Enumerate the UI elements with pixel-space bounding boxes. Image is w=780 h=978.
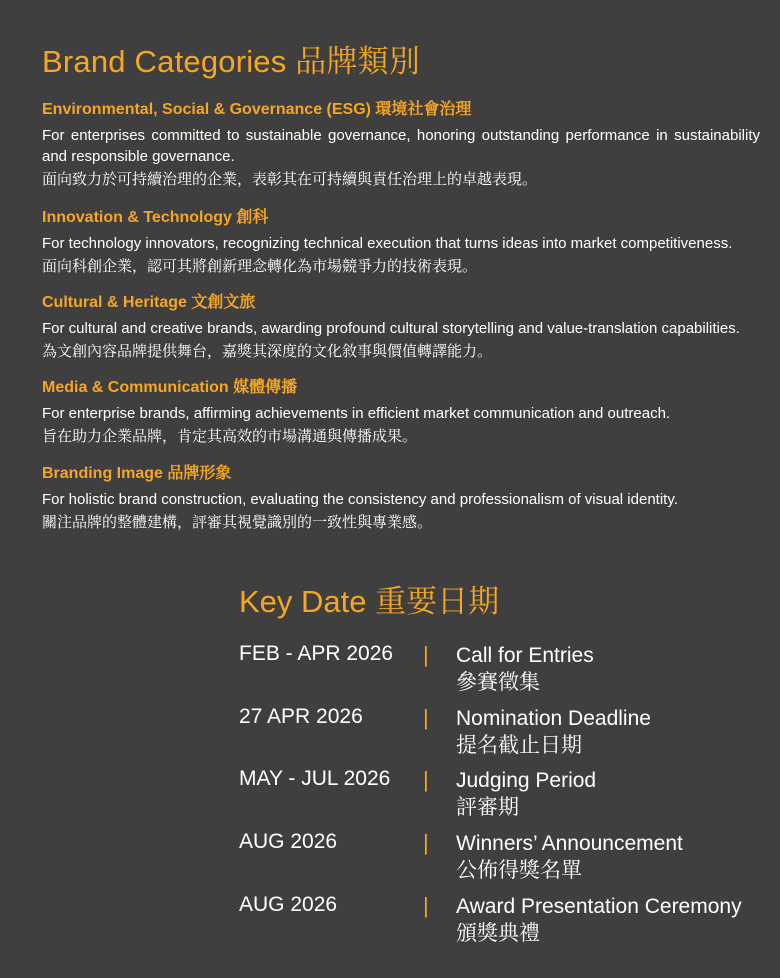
- key-date-separator: |: [423, 767, 429, 792]
- category-description-zh: 旨在助力企業品牌，肯定其高效的市場溝通與傳播成果。: [42, 428, 418, 445]
- category-name: Environmental, Social & Governance (ESG) 環境社會治理: [42, 101, 472, 118]
- category-description: For enterprise brands, affirming achievements in efficient market communication and outreach.: [42, 405, 671, 422]
- category-cultural: [42, 289, 760, 362]
- key-date-date: 27 APR 2026: [239, 705, 363, 728]
- key-date-date: AUG 2026: [239, 830, 338, 853]
- key-date-row: [239, 642, 769, 702]
- key-date-event: [456, 893, 742, 947]
- key-date-event-zh: 頒獎典禮: [456, 922, 540, 945]
- category-branding: [42, 460, 760, 533]
- category-description-zh: 面向致力於可持續治理的企業，表彰其在可持續與責任治理上的卓越表現。: [42, 171, 538, 188]
- category-name: Innovation & Technology 創科: [42, 209, 269, 226]
- key-date-event-en: Judging Period: [456, 769, 597, 792]
- key-date-event-zh: 參賽徵集: [456, 671, 540, 694]
- key-date-separator: |: [423, 642, 429, 667]
- key-date-event-en: Call for Entries: [456, 644, 594, 667]
- category-esg: [42, 96, 760, 190]
- category-description: For holistic brand construction, evaluating the consistency and professionalism of visual identity.: [42, 491, 678, 508]
- key-date-separator: |: [423, 705, 429, 730]
- category-description: For enterprises committed to sustainable governance, honoring outstanding performance in sustainability and responsible governance.: [42, 127, 760, 165]
- brand-categories-title: Brand Categories 品牌類別: [42, 44, 421, 79]
- key-date-event-en: Award Presentation Ceremony: [456, 895, 742, 918]
- key-date-row: [239, 893, 769, 953]
- key-date-date: FEB - APR 2026: [239, 642, 394, 665]
- category-name: Cultural & Heritage 文創文旅: [42, 294, 256, 311]
- key-date-event-zh: 評審期: [456, 796, 519, 819]
- category-media: [42, 374, 760, 447]
- key-date-event-en: Winners’ Announcement: [456, 832, 683, 855]
- key-date-date: MAY - JUL 2026: [239, 767, 391, 790]
- category-description-zh: 為文創內容品牌提供舞台，嘉獎其深度的文化敘事與價值轉譯能力。: [42, 343, 493, 360]
- key-date-event-zh: 提名截止日期: [456, 734, 582, 757]
- category-description: For cultural and creative brands, awarding profound cultural storytelling and value-translation capabilities.: [42, 320, 740, 337]
- key-date-separator: |: [423, 893, 429, 918]
- key-date-event: [456, 830, 683, 884]
- category-name: Media & Communication 媒體傳播: [42, 379, 298, 396]
- key-date-row: [239, 830, 769, 890]
- key-date-separator: |: [423, 830, 429, 855]
- category-description-zh: 關注品牌的整體建構，評審其視覺識別的一致性與專業感。: [42, 514, 433, 531]
- key-date-event: [456, 705, 651, 759]
- key-date-row: [239, 767, 769, 827]
- key-date-title: Key Date 重要日期: [239, 584, 500, 619]
- key-date-event: [456, 642, 594, 696]
- category-description-zh: 面向科創企業，認可其將創新理念轉化為市場競爭力的技術表現。: [42, 258, 478, 275]
- category-name: Branding Image 品牌形象: [42, 465, 232, 482]
- key-date-event-zh: 公佈得獎名單: [456, 859, 582, 882]
- key-date-date: AUG 2026: [239, 893, 338, 916]
- category-description: For technology innovators, recognizing technical execution that turns ideas into market competitiveness.: [42, 235, 733, 252]
- category-innovation: [42, 204, 760, 277]
- key-date-row: [239, 705, 769, 765]
- key-date-event-en: Nomination Deadline: [456, 707, 651, 730]
- key-date-event: [456, 767, 596, 821]
